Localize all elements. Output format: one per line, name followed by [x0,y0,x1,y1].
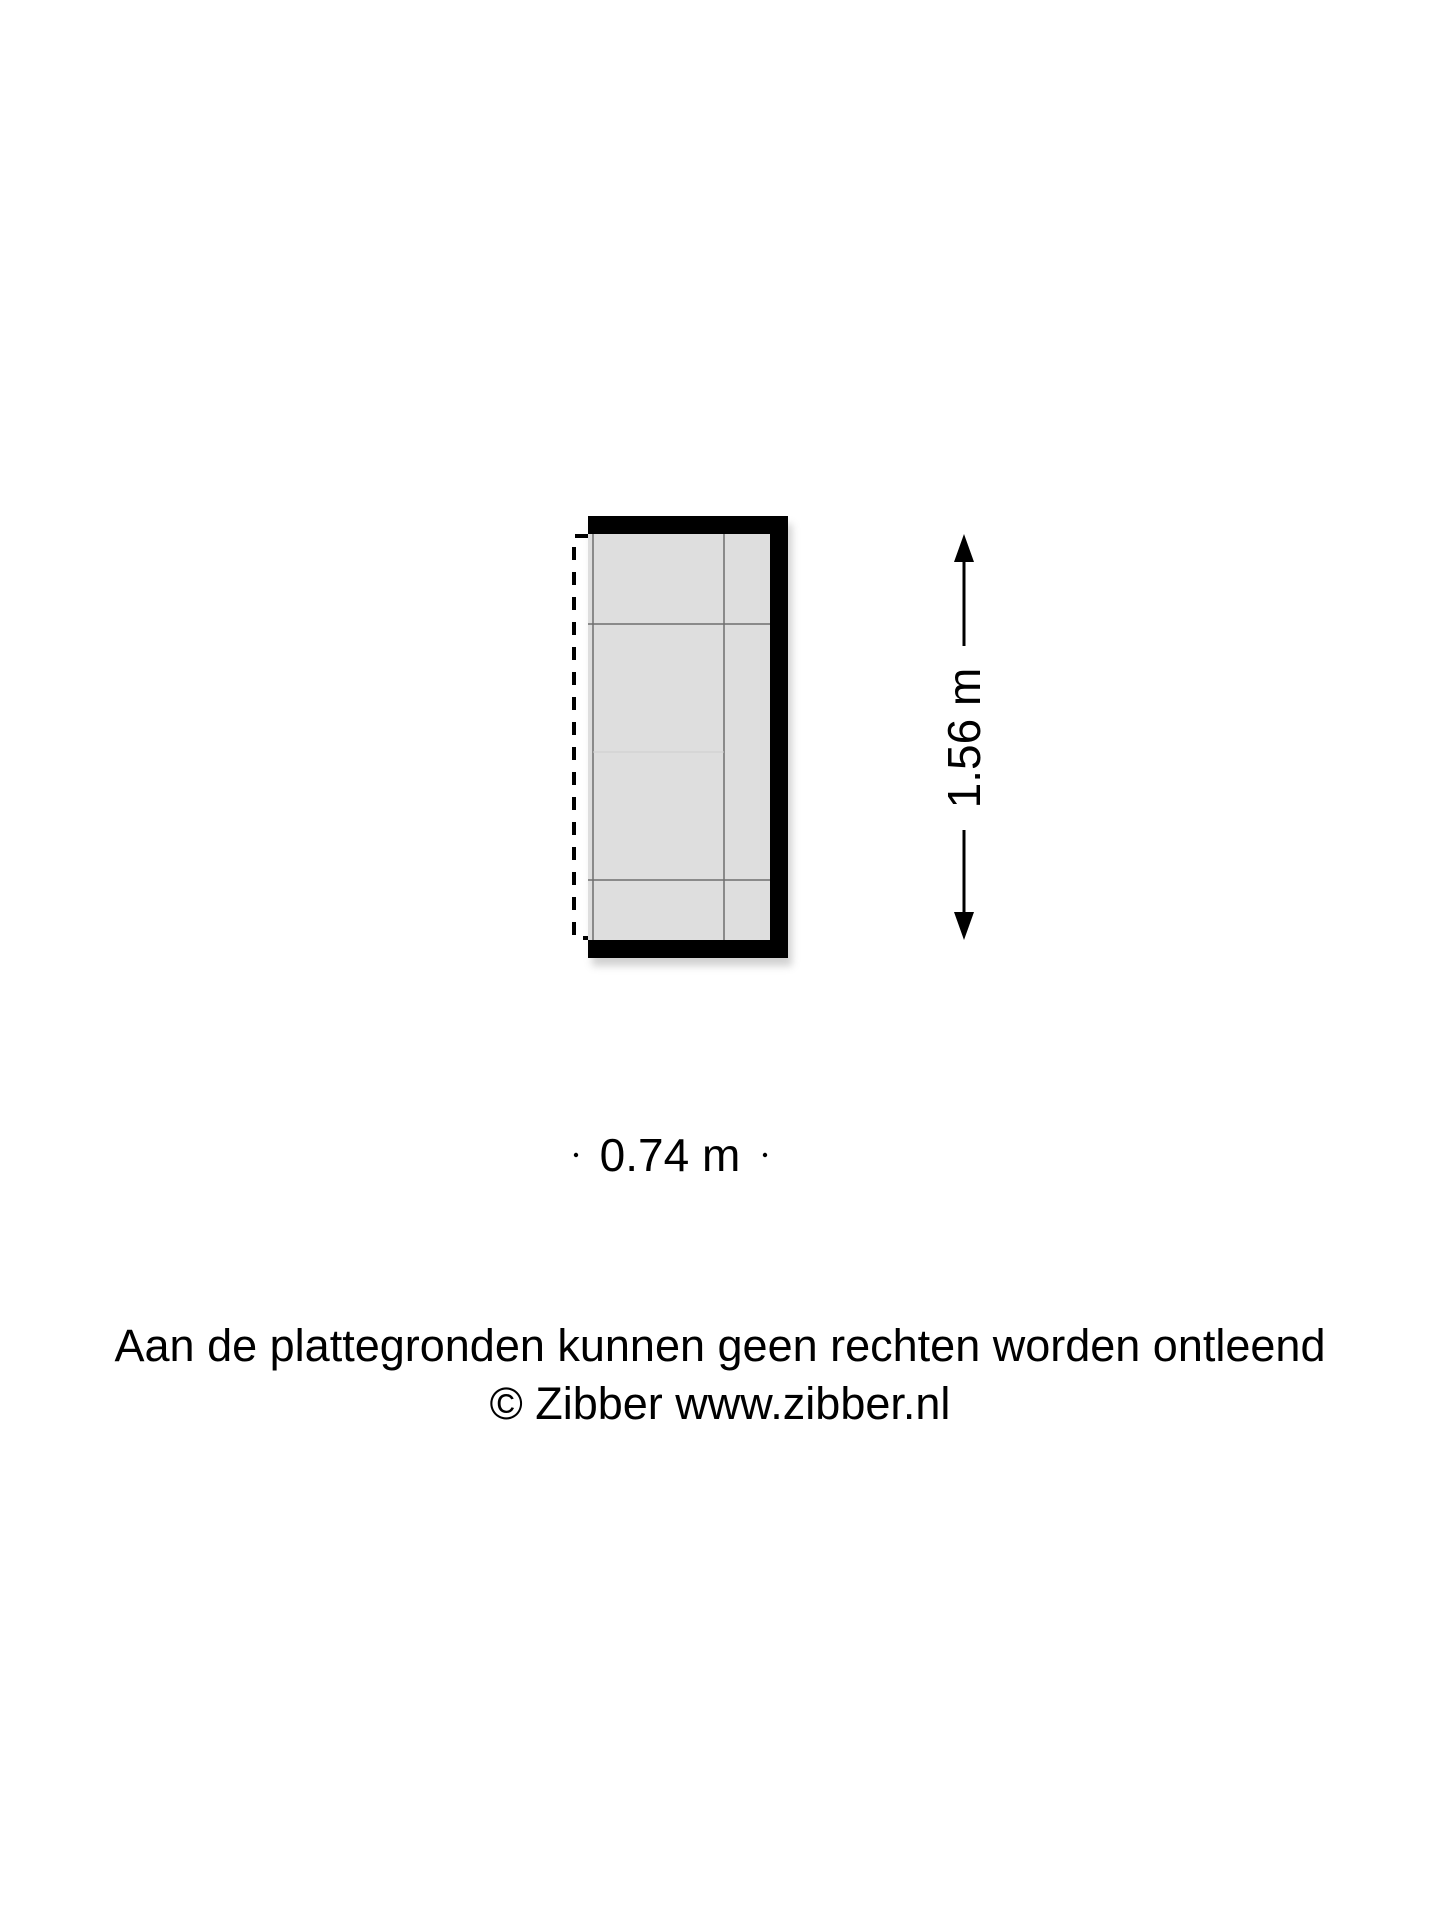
wall-top [588,516,788,534]
arrow-up-icon [954,534,974,562]
arrow-down-icon [954,912,974,940]
width-tick-right [763,1153,767,1157]
width-label: 0.74 m [599,1129,741,1181]
length-label: 1.56 m [938,667,990,809]
wall-bottom [588,940,788,958]
copyright-text: © Zibber www.zibber.nl [489,1378,951,1429]
open-side-dashed [574,536,588,938]
wall-right [770,516,788,958]
width-tick-left [574,1153,578,1157]
disclaimer-text: Aan de plattegronden kunnen geen rechten worden ontleend [114,1320,1326,1371]
room-floor [588,534,774,940]
